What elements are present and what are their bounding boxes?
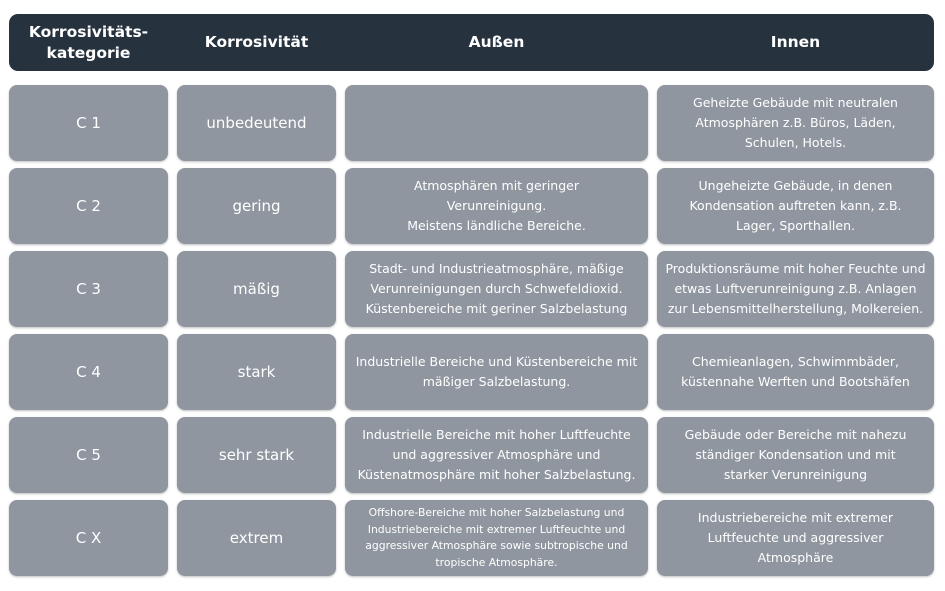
outside-text: Stadt- und Industrieatmosphäre, mäßige Verunreinigungen durch Schwefeldioxid. Küstenbereiche mit geriner Salzbelastung	[365, 261, 628, 316]
corrosivity-cell	[177, 334, 336, 410]
category-label: C X	[75, 529, 102, 547]
table-row	[9, 417, 934, 493]
category-label: C 5	[76, 446, 101, 464]
outside-cell	[345, 85, 648, 161]
inside-cell	[657, 500, 934, 576]
header-inside: Innen	[770, 33, 821, 51]
corrosivity-label: extrem	[229, 529, 284, 547]
inside-text: Chemieanlagen, Schwimmbäder, küstennahe Werften und Bootshäfen	[681, 354, 910, 389]
corrosivity-cell	[177, 168, 336, 244]
inside-text: Produktionsräume mit hoher Feuchte und etwas Luftverunreinigung z.B. Anlagen zur Lebensmittelherstellung, Molkereien.	[665, 261, 926, 316]
outside-text: Offshore-Bereiche mit hoher Salzbelastung und Industriebereiche mit extremer Luftfeuchte und aggressiver Atmosphäre sowie subtropische und tropische Atmosphäre.	[365, 506, 628, 569]
category-label: C 2	[76, 197, 101, 215]
category-cell	[9, 417, 168, 493]
table-row	[9, 334, 934, 410]
corrosivity-cell	[177, 85, 336, 161]
outside-cell	[345, 500, 648, 576]
corrosivity-cell	[177, 500, 336, 576]
corrosivity-label: stark	[237, 363, 276, 381]
corrosivity-label: unbedeutend	[206, 114, 307, 132]
category-cell	[9, 500, 168, 576]
table-header	[9, 14, 934, 71]
category-cell	[9, 334, 168, 410]
inside-cell	[657, 334, 934, 410]
outside-cell	[345, 417, 648, 493]
header-outside: Außen	[468, 33, 525, 51]
table-row	[9, 168, 934, 244]
category-cell	[9, 251, 168, 327]
outside-cell	[345, 334, 648, 410]
inside-cell	[657, 417, 934, 493]
inside-cell	[657, 251, 934, 327]
inside-text: Geheizte Gebäude mit neutralen Atmosphären z.B. Büros, Läden, Schulen, Hotels.	[693, 95, 898, 150]
header-category: Korrosivitäts- kategorie	[28, 22, 149, 62]
corrosivity-label: gering	[232, 197, 281, 215]
outside-text: Atmosphären mit geringer Verunreinigung. Meistens ländliche Bereiche.	[407, 178, 586, 233]
outside-text: Industrielle Bereiche mit hoher Luftfeuchte und aggressiver Atmosphäre und Küstenatmosphäre mit hoher Salzbelastung.	[357, 427, 636, 482]
table-row	[9, 251, 934, 327]
outside-cell	[345, 168, 648, 244]
corrosivity-label: sehr stark	[218, 446, 295, 464]
inside-text: Industriebereiche mit extremer Luftfeuchte und aggressiver Atmosphäre	[697, 510, 894, 565]
header-corrosivity: Korrosivität	[204, 33, 309, 51]
corrosivity-label: mäßig	[233, 280, 280, 298]
category-cell	[9, 168, 168, 244]
inside-text: Ungeheizte Gebäude, in denen Kondensation auftreten kann, z.B. Lager, Sporthallen.	[689, 178, 902, 233]
corrosivity-cell	[177, 251, 336, 327]
category-cell	[9, 85, 168, 161]
inside-cell	[657, 168, 934, 244]
inside-cell	[657, 85, 934, 161]
outside-cell	[345, 251, 648, 327]
table-row	[9, 85, 934, 161]
category-label: C 1	[76, 114, 101, 132]
table-row	[9, 500, 934, 576]
corrosivity-cell	[177, 417, 336, 493]
inside-text: Gebäude oder Bereiche mit nahezu ständiger Kondensation und mit starker Verunreinigung	[684, 427, 907, 482]
outside-text: Industrielle Bereiche und Küstenbereiche mit mäßiger Salzbelastung.	[355, 354, 638, 389]
category-label: C 3	[76, 280, 101, 298]
category-label: C 4	[76, 363, 101, 381]
